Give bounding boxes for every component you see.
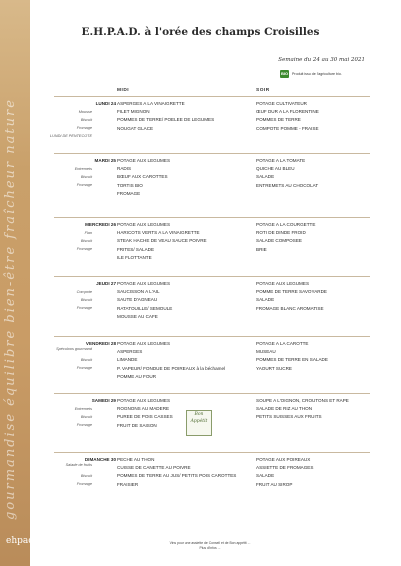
midi-dish: NOUGAT GLACE	[117, 125, 154, 131]
column-header-midi: MIDI	[117, 88, 130, 93]
soir-dish: ŒUF DUR A LA FLORENTINE	[256, 109, 319, 115]
column-header-soir: SOIR	[256, 88, 270, 93]
midi-dish: POTAGE AUX LEGUMES	[117, 341, 171, 346]
midi-dish: P. VAPEUR/ FONDUE DE POIREAUX à la béchamel	[117, 365, 226, 371]
midi-dish: FROMAGE	[117, 190, 141, 196]
soir-dish: SALADE	[256, 174, 275, 180]
footer	[40, 541, 380, 550]
midi-dish: POMMES DE TERRE AU JUS/ PETITS POIS CAROTTES	[117, 473, 237, 479]
soir-dish: SALADE DE RIZ AU THON	[256, 406, 313, 412]
soir-dish: MUSEAU	[256, 349, 276, 355]
midi-dish: FILET MIGNON	[117, 109, 150, 115]
dessert-option-label: Spéculoos gourmand	[56, 347, 92, 351]
dessert-option-label: Fromage	[76, 183, 92, 188]
dessert-option-label: Fromage	[76, 366, 92, 371]
dessert-option-label: Biscuit	[80, 297, 92, 302]
day-name: MARDI 25	[94, 158, 116, 163]
stamp-line-1: Bon	[194, 412, 204, 417]
midi-dish: ASPERGES A LA VINAIGRETTE	[117, 101, 185, 106]
soir-dish: POTAGE A LA COURGETTE	[256, 222, 316, 227]
soir-dish: POMME DE TERRE SAVOYARDE	[256, 289, 327, 295]
midi-dish: POTAGE AUX LEGUMES	[117, 158, 171, 163]
dessert-option-label: Entremets	[74, 166, 92, 171]
midi-dish: POMME AU FOUR	[117, 373, 157, 379]
midi-dish: FRAISIER	[117, 481, 139, 487]
sidebar-watermark: gourmandise équilibre bien-être fraîcheur nature	[3, 98, 18, 520]
stamp-line-2: Appétit	[190, 419, 208, 424]
soir-dish: POTAGE AUX LEGUMES	[256, 281, 310, 286]
midi-dish: RATATOUILLE/ SEMOULE	[117, 305, 173, 311]
midi-dish: FRITES/ SALADE	[117, 246, 155, 252]
day-name: VENDREDI 28	[85, 341, 116, 346]
soir-dish: ROTI DE DINDE FROID	[256, 230, 306, 236]
day-name: DIMANCHE 30	[84, 457, 116, 462]
dessert-option-label: Biscuit	[80, 414, 92, 419]
midi-dish: SAUTE D'AGNEAU	[117, 297, 158, 303]
soir-dish: SOUPE A L'OIGNON, CROUTONS ET RAPE	[256, 398, 349, 403]
midi-dish: LIMANDE	[117, 357, 138, 363]
ehpad-logo: ehpad	[6, 536, 35, 546]
bon-appetit-stamp	[186, 410, 212, 436]
midi-dish: POTAGE AUX LEGUMES	[117, 398, 171, 403]
dessert-option-label: Fromage	[76, 482, 92, 487]
soir-dish: SALADE	[256, 297, 275, 303]
dessert-option-label: Entremets	[74, 406, 92, 411]
soir-dish: POTAGE A LA TOMATE	[256, 158, 306, 163]
bio-leaf-icon: BIO	[280, 71, 289, 76]
day-name: JEUDI 27	[96, 281, 116, 286]
soir-dish: POTAGE AUX POIREAUX	[256, 457, 311, 462]
dessert-option-label: LUNDI DE PENTECOTE	[50, 134, 92, 139]
footer-line-1: Vins pour une assiette de Conseil et de Bon appétit ...	[169, 541, 251, 545]
soir-dish: BRIE	[256, 246, 267, 252]
day-divider	[54, 153, 370, 154]
midi-dish: POMMES DE TERRE/ POELEE DE LEGUMES	[117, 117, 215, 123]
dessert-option-label: Biscuit	[80, 473, 92, 478]
midi-dish: STEAK HACHE DE VEAU SAUCE POIVRE	[117, 238, 207, 244]
soir-dish: YAOURT SUCRE	[256, 365, 292, 371]
soir-dish: SALADE	[256, 473, 275, 479]
bio-legend	[280, 70, 342, 78]
dessert-option-label: Fromage	[76, 247, 92, 252]
day-divider	[54, 96, 370, 97]
midi-dish: POTAGE AUX LEGUMES	[117, 222, 171, 227]
dessert-option-label: Biscuit	[80, 174, 92, 179]
day-divider	[54, 393, 370, 394]
soir-dish: FRUIT AU SIROP	[256, 481, 293, 487]
page-title: E.H.P.A.D. à l'orée des champs Croisilles	[81, 26, 320, 38]
decorative-sidebar	[0, 0, 35, 566]
dessert-option-label: Biscuit	[80, 357, 92, 362]
soir-dish: COMPOTE POMME - FRAISE	[256, 125, 319, 131]
midi-dish: ROGNONS AU MADERE	[117, 406, 170, 412]
day-divider	[54, 217, 370, 218]
soir-dish: POTAGE CULTIVATEUR	[256, 101, 307, 106]
soir-dish: FROMAGE BLANC AROMATISE	[256, 305, 324, 311]
midi-dish: SAUCISSON A L'AIL	[117, 289, 160, 295]
footer-line-2: Plus d'infos ...	[199, 545, 221, 550]
midi-dish: ILE FLOTTANTE	[117, 254, 152, 260]
midi-dish: BŒUF AUX CAROTTES	[117, 174, 168, 180]
day-divider	[54, 276, 370, 277]
day-name: LUNDI 24	[95, 101, 116, 106]
dessert-option-label: Biscuit	[80, 238, 92, 243]
dessert-option-label: Fromage	[76, 423, 92, 428]
soir-dish: ASSIETTE DE FROMAGES	[256, 465, 314, 471]
dessert-option-label: Flan	[84, 230, 92, 235]
day-divider	[54, 336, 370, 337]
midi-dish: RADIS	[117, 166, 132, 172]
day-name: MERCREDI 26	[85, 222, 116, 227]
day-name: SAMEDI 29	[91, 398, 116, 403]
soir-dish: ENTREMETS AU CHOCOLAT	[256, 182, 319, 188]
midi-dish: PUREE DE POIS CASSES	[117, 414, 173, 420]
midi-dish: ASPERGES	[117, 349, 143, 355]
bio-legend-text: Produit issu de l'agriculture bio.	[292, 72, 342, 76]
dessert-option-label: Compote	[76, 289, 92, 294]
midi-dish: TORTIS BIO	[117, 182, 143, 188]
week-range: Semaine du 24 au 30 mai 2021	[278, 57, 365, 63]
midi-dish: FRUIT DE SAISON	[117, 422, 157, 428]
soir-dish: PETITS SUISSES AUX FRUITS	[256, 414, 322, 420]
midi-dish: MOUSSE AU CAFE	[117, 313, 158, 319]
dessert-option-label: Salade de fruits	[65, 463, 92, 467]
day-divider	[54, 452, 370, 453]
dessert-option-label: Fromage	[76, 306, 92, 311]
soir-dish: QUICHE AU BLEU	[256, 166, 295, 172]
soir-dish: POMMES DE TERRE EN SALADE	[256, 357, 328, 363]
dessert-option-label: Fromage	[76, 126, 92, 131]
midi-dish: CUISSE DE CANETTE AU POIVRE	[117, 465, 191, 471]
midi-dish: HARICOTS VERTS A LA VINAIGRETTE	[117, 230, 200, 236]
soir-dish: POMMES DE TERRE	[256, 117, 301, 123]
soir-dish: SALADE COMPOSEE	[256, 238, 302, 244]
dessert-option-label: Biscuit	[80, 117, 92, 122]
midi-dish: PECHE AU THON	[117, 457, 155, 462]
dessert-option-label: Mousse	[78, 109, 92, 114]
soir-dish: POTAGE A LA CAROTTE	[256, 341, 309, 346]
midi-dish: POTAGE AUX LEGUMES	[117, 281, 171, 286]
